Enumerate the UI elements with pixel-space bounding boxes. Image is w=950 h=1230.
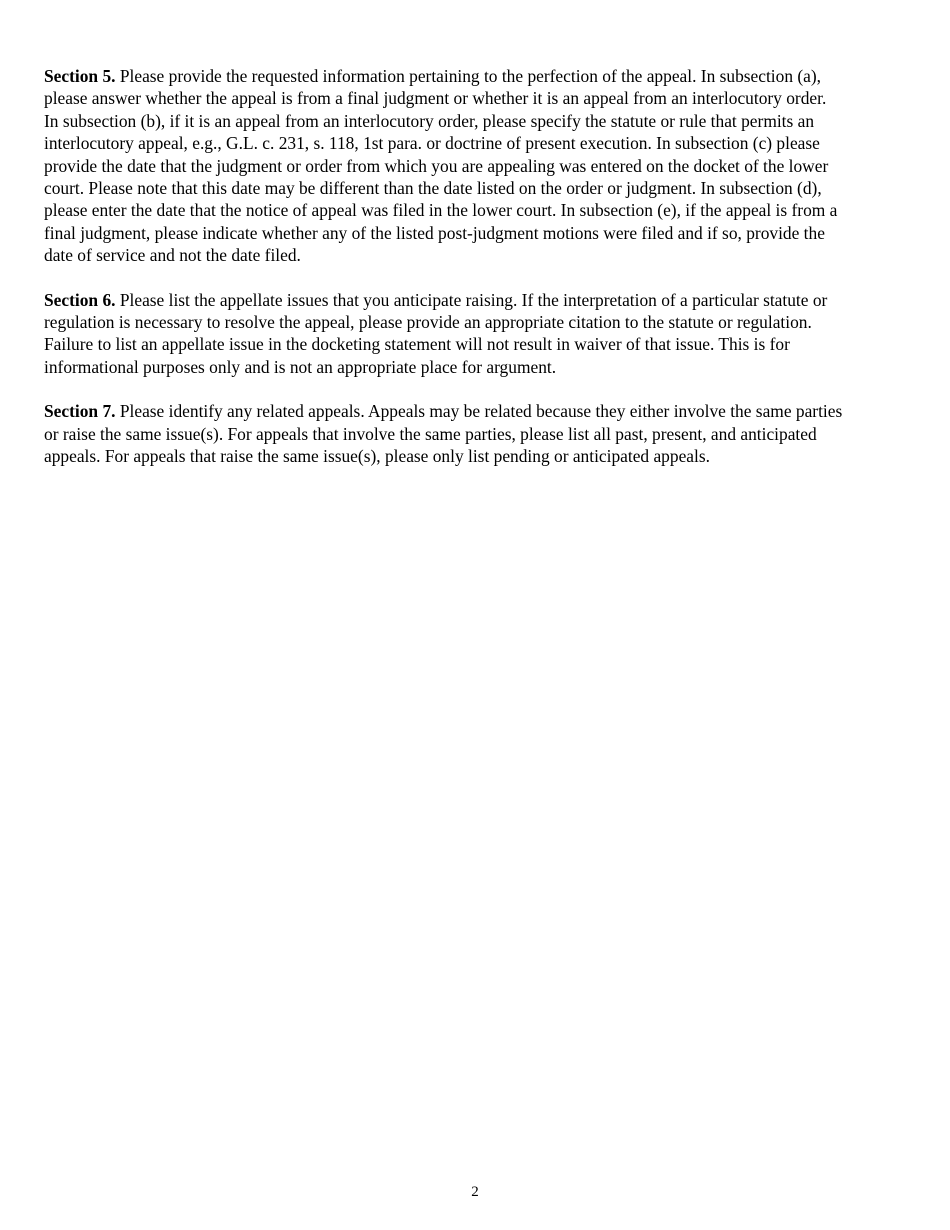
- section-6-heading: Section 6.: [44, 289, 116, 310]
- section-5-paragraph: [44, 65, 910, 267]
- document-body: [44, 65, 910, 490]
- section-7-heading: Section 7.: [44, 401, 116, 422]
- section-5-heading: Section 5.: [44, 66, 116, 86]
- section-6-paragraph: [44, 289, 910, 379]
- section-7-paragraph: [44, 400, 910, 467]
- page-number: 2: [471, 1184, 479, 1200]
- section-7-text: Please identify any related appeals. Appeals may be related because they either involve the same parties or raise the same issue(s). For appeals that involve the same parties, please list all past, present, and anticipated appeals. For appeals that raise the same issue(s), please only list pending or anticipated appeals.: [44, 401, 843, 467]
- section-6-text: Please list the appellate issues that you anticipate raising. If the interpretation of a particular statute or regulation is necessary to resolve the appeal, please provide an appropriate citation to the statute or regulation. Failure to list an appellate issue in the docketing statement will not result in waiver of that issue. This is for informational purposes only and is not an appropriate place for argument.: [44, 289, 828, 377]
- section-5-text: Please provide the requested information pertaining to the perfection of the appeal. In subsection (a), please answer whether the appeal is from a final judgment or whether it is an appeal from an interlocutory order. In subsection (b), if it is an appeal from an interlocutory order, please specify the statute or rule that permits an interlocutory appeal, e.g., G.L. c. 231, s. 118, 1st para. or doctrine of present execution. In subsection (c) please provide the date that the judgment or order from which you are appealing was entered on the docket of the lower court. Please note that this date may be different than the date listed on the order or judgment. In subsection (d), please enter the date that the notice of appeal was filed in the lower court. In subsection (e), if the appeal is from a final judgment, please indicate whether any of the listed post-judgment motions were filed and if so, provide the date of service and not the date filed.: [44, 66, 838, 266]
